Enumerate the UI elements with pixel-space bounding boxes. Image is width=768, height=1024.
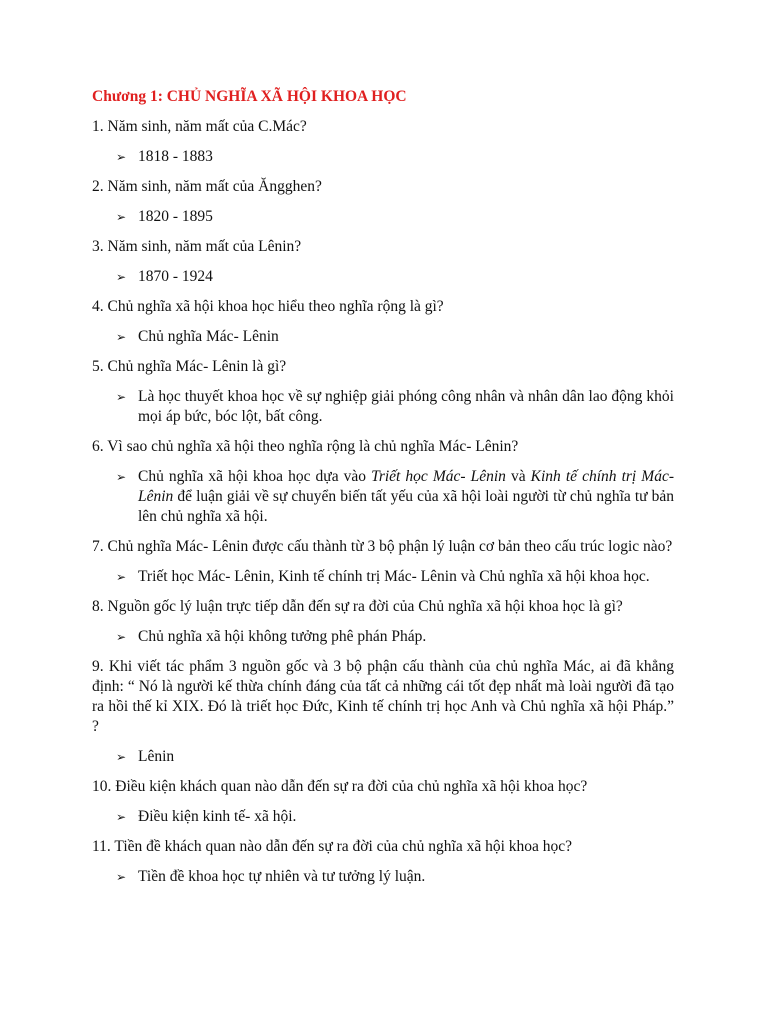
chapter-title: Chương 1: CHỦ NGHĨA XÃ HỘI KHOA HỌC — [92, 88, 407, 105]
arrow-bullet-icon: ➢ — [116, 870, 127, 884]
answer-item — [92, 747, 674, 767]
arrow-bullet-icon: ➢ — [116, 630, 127, 644]
question-text: 10. Điều kiện khách quan nào dẫn đến sự ra đời của chủ nghĩa xã hội khoa học? — [92, 778, 588, 795]
qa-item — [92, 437, 674, 527]
answer-item — [92, 387, 674, 427]
question-text: 1. Năm sinh, năm mất của C.Mác? — [92, 118, 307, 135]
question-text: 4. Chủ nghĩa xã hội khoa học hiểu theo nghĩa rộng là gì? — [92, 298, 444, 315]
arrow-bullet-icon: ➢ — [116, 270, 127, 284]
arrow-bullet-icon: ➢ — [116, 210, 127, 224]
qa-item — [92, 837, 674, 887]
answer-text: Lênin — [138, 748, 175, 765]
answer-item — [92, 867, 674, 887]
answer-item — [92, 807, 674, 827]
answer-text-part: Chủ nghĩa xã hội khoa học dựa vào — [138, 468, 372, 485]
answer-italic-term: Kinh tế chính trị Mác- Lênin — [138, 468, 674, 505]
question-text: 8. Nguồn gốc lý luận trực tiếp dẫn đến sự ra đời của Chủ nghĩa xã hội khoa học là gì? — [92, 598, 623, 615]
arrow-bullet-icon: ➢ — [116, 750, 127, 764]
qa-item — [92, 777, 674, 827]
qa-item — [92, 537, 674, 587]
arrow-bullet-icon: ➢ — [116, 330, 127, 344]
answer-text: Điều kiện kinh tế- xã hội. — [138, 808, 297, 825]
answer-item — [92, 207, 674, 227]
answer-text: Triết học Mác- Lênin, Kinh tế chính trị Mác- Lênin và Chủ nghĩa xã hội khoa học. — [138, 568, 650, 585]
answer-italic-term: Triết học Mác- Lênin — [371, 468, 506, 485]
question-text: 7. Chủ nghĩa Mác- Lênin được cấu thành từ 3 bộ phận lý luận cơ bản theo cấu trúc logic nào? — [92, 538, 673, 555]
answer-text: 1820 - 1895 — [138, 208, 213, 225]
question-text: 11. Tiền đề khách quan nào dẫn đến sự ra đời của chủ nghĩa xã hội khoa học? — [92, 838, 573, 855]
answer-item — [92, 627, 674, 647]
answer-text-part: và — [505, 468, 531, 485]
arrow-bullet-icon: ➢ — [116, 570, 127, 584]
arrow-bullet-icon: ➢ — [116, 470, 127, 484]
question-text: 2. Năm sinh, năm mất của Ăngghen? — [92, 178, 322, 195]
answer-text-part: để luận giải về sự chuyển biến tất yếu của xã hội loài người từ chủ nghĩa tư bản lên chủ nghĩa xã hội. — [138, 488, 674, 525]
qa-item — [92, 597, 674, 647]
answer-item — [92, 567, 674, 587]
arrow-bullet-icon: ➢ — [116, 390, 127, 404]
qa-item — [92, 357, 674, 427]
answer-text — [138, 467, 674, 527]
question-text: 3. Năm sinh, năm mất của Lênin? — [92, 238, 302, 255]
qa-item — [92, 117, 674, 167]
answer-text: Chủ nghĩa Mác- Lênin — [138, 328, 279, 345]
answer-text: Là học thuyết khoa học về sự nghiệp giải phóng công nhân và nhân dân lao động khỏi mọi áp bức, bóc lột, bất công. — [138, 388, 674, 425]
answer-item — [92, 147, 674, 167]
question-text: 6. Vì sao chủ nghĩa xã hội theo nghĩa rộng là chủ nghĩa Mác- Lênin? — [92, 438, 519, 455]
answer-item — [92, 327, 674, 347]
arrow-bullet-icon: ➢ — [116, 150, 127, 164]
qa-item — [92, 657, 674, 767]
qa-item — [92, 297, 674, 347]
answer-item — [92, 467, 674, 527]
qa-item — [92, 177, 674, 227]
arrow-bullet-icon: ➢ — [116, 810, 127, 824]
answer-text: 1818 - 1883 — [138, 148, 213, 165]
answer-text: 1870 - 1924 — [138, 268, 213, 285]
answer-item — [92, 267, 674, 287]
answer-text: Chủ nghĩa xã hội không tưởng phê phán Pháp. — [138, 628, 427, 645]
answer-text: Tiền đề khoa học tự nhiên và tư tưởng lý luận. — [138, 868, 426, 885]
qa-item — [92, 237, 674, 287]
question-text: 5. Chủ nghĩa Mác- Lênin là gì? — [92, 358, 287, 375]
question-text: 9. Khi viết tác phẩm 3 nguồn gốc và 3 bộ phận cấu thành của chủ nghĩa Mác, ai đã khẳng định: “ Nó là người kế thừa chính đáng của tất cả những cái tốt đẹp nhất mà loài người đã tạo ra hồi thế kỉ XIX. Đó là triết học Đức, Kinh tế chính trị học Anh và Chủ nghĩa xã hội Pháp.” ? — [92, 658, 674, 735]
